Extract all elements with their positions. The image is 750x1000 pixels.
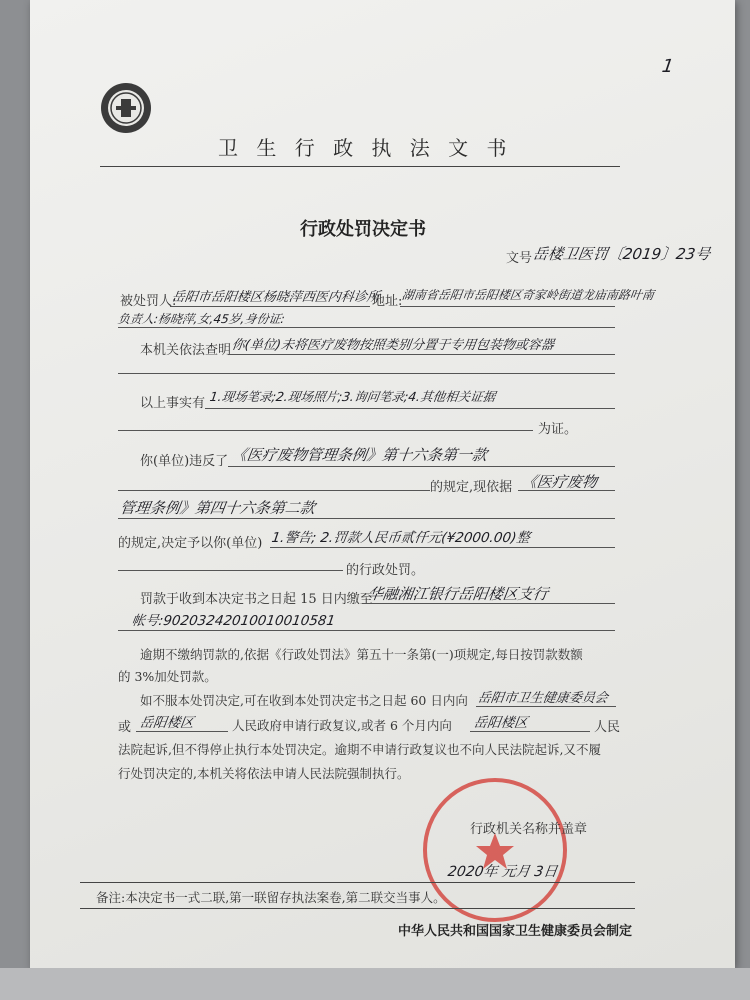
violation-basis-2: 管理条例》第四十六条第二款 (118, 499, 317, 517)
appeal-text-3: 人民 (594, 720, 621, 735)
health-emblem-icon (100, 82, 152, 134)
header-rule (100, 166, 620, 167)
appeal-value-3: 岳阳楼区 (472, 715, 529, 731)
evidence-suffix: 为证。 (538, 422, 578, 437)
note-text: 备注:本决定书一式二联,第一联留存执法案卷,第二联交当事人。 (96, 890, 446, 905)
investigation-label: 本机关依法查明 (140, 343, 232, 358)
violation-basis-underline-2 (118, 518, 615, 519)
evidence-underline (205, 408, 615, 409)
seal-label: 行政机关名称并盖章 (470, 822, 588, 837)
violation-basis-underline (518, 490, 615, 491)
appeal-text-5: 行处罚决定的,本机关将依法申请人民法院强制执行。 (118, 766, 410, 781)
violation-value: 《医疗废物管理条例》第十六条第一款 (230, 446, 489, 464)
payment-label: 罚款于收到本决定书之日起 15 日内缴至 (140, 592, 373, 607)
violation-label: 你(单位)违反了 (140, 454, 229, 469)
decision-value: 1.警告; 2.罚款人民币贰仟元(¥2000.00)整 (270, 530, 531, 546)
responsible-underline (118, 327, 615, 328)
page-number: 1 (660, 56, 675, 77)
evidence-value: 1.现场笔录;2.现场照片;3.询问笔录;4.其他相关证据 (208, 389, 497, 404)
investigation-underline-2 (118, 373, 615, 374)
payment-underline (362, 603, 615, 604)
decision-underline-2 (118, 570, 343, 571)
party-label: 被处罚人: (120, 294, 177, 309)
appeal-text-4: 法院起诉,但不得停止执行本处罚决定。逾期不申请行政复议也不向人民法院起诉,又不履 (118, 742, 601, 757)
violation-basis-1: 《医疗废物 (520, 473, 599, 491)
address-label: 地址: (372, 294, 403, 309)
violation-mid: 的规定,现依据 (430, 480, 513, 495)
appeal-value-2: 岳阳楼区 (138, 715, 195, 731)
address-underline (400, 306, 615, 307)
appeal-or: 或 (118, 720, 132, 735)
footer-text: 中华人民共和国国家卫生健康委员会制定 (398, 924, 633, 939)
decision-suffix: 的行政处罚。 (346, 563, 425, 578)
account-underline (118, 630, 615, 631)
responsible-value: 负责人:杨晓萍,女,45岁,身份证: (116, 312, 286, 326)
evidence-label: 以上事实有 (140, 396, 206, 411)
appeal-underline-1 (476, 706, 616, 707)
appeal-underline-3 (470, 731, 590, 732)
appeal-text-1: 如不服本处罚决定,可在收到本处罚决定书之日起 60 日内向 (140, 693, 468, 708)
overdue-text-2: 的 3%加处罚款。 (118, 669, 217, 684)
address-value: 湖南省岳阳市岳阳楼区奇家岭街道龙庙南路叶南 (400, 288, 655, 302)
doc-number-label: 文号 (506, 251, 533, 266)
date-value: 2020年 元月 3日 (446, 864, 559, 880)
appeal-underline-2 (136, 731, 228, 732)
evidence-underline-2 (118, 430, 533, 431)
investigation-value: 你(单位)未将医疗废物按照类别分置于专用包装物或容器 (230, 338, 555, 353)
appeal-text-2: 人民政府申请行政复议,或者 6 个月内向 (232, 718, 452, 733)
note-top-rule (80, 882, 635, 883)
decision-underline (270, 547, 615, 548)
appeal-value-1: 岳阳市卫生健康委员会 (476, 691, 609, 706)
decision-label: 的规定,决定予以你(单位) (118, 536, 263, 551)
party-underline (170, 306, 370, 307)
overdue-text-1: 逾期不缴纳罚款的,依据《行政处罚法》第五十一条第(一)项规定,每日按罚款数额 (140, 647, 583, 662)
violation-underline (228, 466, 615, 467)
background-surface (0, 968, 750, 1000)
header-title: 卫 生 行 政 执 法 文 书 (218, 136, 513, 160)
account-value: 帐号:90203242010010010581 (130, 613, 337, 629)
payment-value: 华融湘江银行岳阳楼区支行 (366, 585, 550, 603)
party-value: 岳阳市岳阳楼区杨晓萍西医内科诊所 (170, 290, 381, 305)
doc-number-value: 岳楼卫医罚〔2019〕23号 (531, 245, 712, 263)
note-bottom-rule (80, 908, 635, 909)
violation-underline-2 (118, 490, 430, 491)
investigation-underline (228, 354, 615, 355)
doc-title: 行政处罚决定书 (300, 219, 426, 240)
